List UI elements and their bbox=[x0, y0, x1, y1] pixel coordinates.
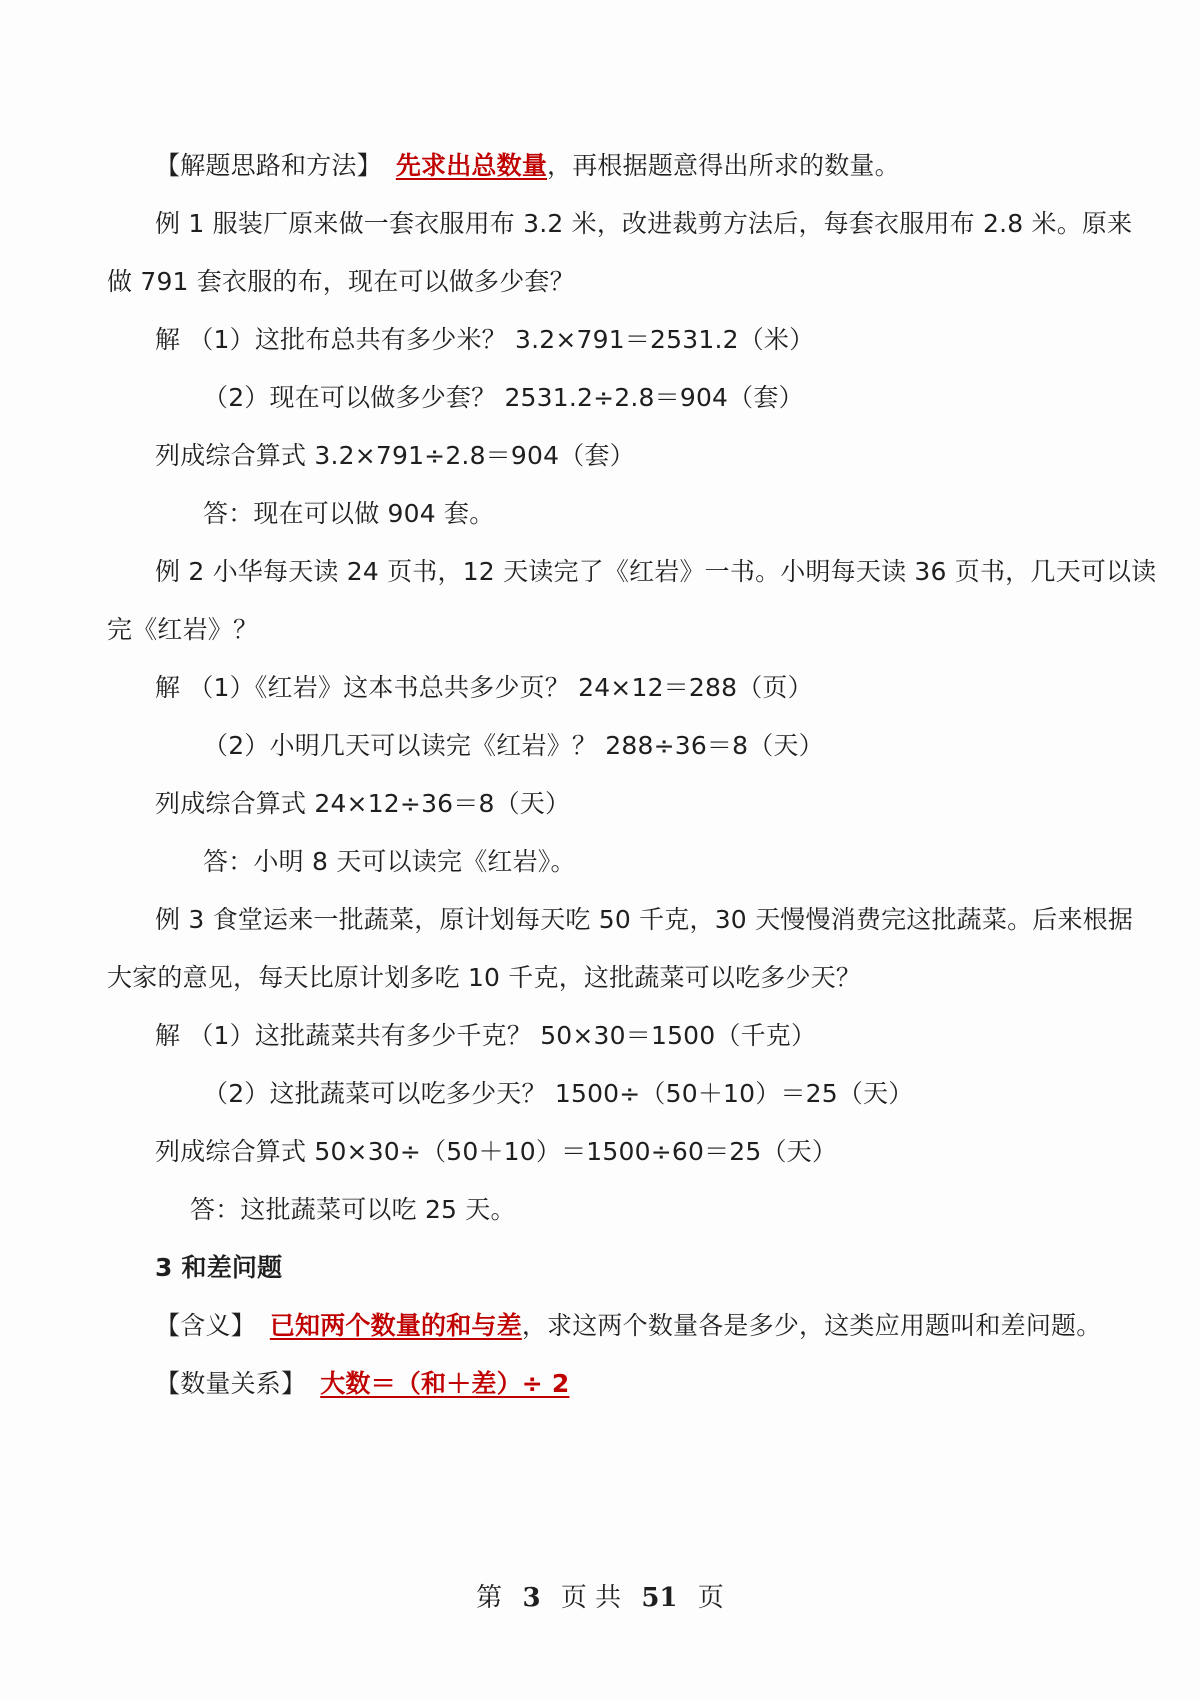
total-pages-number: 51 bbox=[641, 1583, 678, 1613]
example2-question-line2: 完《红岩》？ bbox=[107, 615, 259, 644]
meaning-line bbox=[155, 1308, 1101, 1344]
relation-line bbox=[155, 1366, 569, 1402]
section-heading: 3 和差问题 bbox=[155, 1253, 283, 1282]
example1-answer: 答：现在可以做 904 套。 bbox=[203, 499, 495, 528]
example1-formula: 列成综合算式 3.2×791÷2.8＝904（套） bbox=[155, 441, 635, 470]
example1-step2: （2）现在可以做多少套？ 2531.2÷2.8＝904（套） bbox=[203, 383, 804, 412]
page-footer bbox=[0, 1580, 1200, 1616]
relation-highlight: 大数＝（和＋差）÷ 2 bbox=[320, 1369, 570, 1398]
example1-question-line1: 例 1 服装厂原来做一套衣服用布 3.2 米，改进裁剪方法后，每套衣服用布 2.8 米。原来 bbox=[155, 209, 1133, 238]
example3-formula: 列成综合算式 50×30÷（50＋10）＝1500÷60＝25（天） bbox=[155, 1137, 838, 1166]
method-line bbox=[155, 148, 900, 184]
relation-label: 【数量关系】 bbox=[155, 1369, 307, 1398]
method-highlight: 先求出总数量 bbox=[395, 151, 548, 180]
footer-suffix: 页 bbox=[697, 1583, 724, 1613]
example3-question-line2: 大家的意见，每天比原计划多吃 10 千克，这批蔬菜可以吃多少天？ bbox=[107, 963, 862, 992]
example3-answer: 答：这批蔬菜可以吃 25 天。 bbox=[190, 1195, 516, 1224]
footer-prefix: 第 bbox=[476, 1583, 503, 1613]
meaning-label: 【含义】 bbox=[155, 1311, 256, 1340]
example3-step1: 解 （1）这批蔬菜共有多少千克？ 50×30＝1500（千克） bbox=[155, 1021, 817, 1050]
meaning-rest: ，求这两个数量各是多少，这类应用题叫和差问题。 bbox=[521, 1311, 1102, 1340]
footer-middle: 页 共 bbox=[560, 1583, 622, 1613]
current-page-number: 3 bbox=[522, 1583, 541, 1613]
meaning-highlight: 已知两个数量的和与差 bbox=[269, 1311, 522, 1340]
example1-step1: 解 （1）这批布总共有多少米？ 3.2×791＝2531.2（米） bbox=[155, 325, 815, 354]
example2-step2: （2）小明几天可以读完《红岩》？ 288÷36＝8（天） bbox=[203, 731, 824, 760]
example3-step2: （2）这批蔬菜可以吃多少天？ 1500÷（50＋10）＝25（天） bbox=[203, 1079, 914, 1108]
example2-step1: 解 （1）《红岩》这本书总共多少页？ 24×12＝288（页） bbox=[155, 673, 813, 702]
method-rest: ，再根据题意得出所求的数量。 bbox=[547, 151, 900, 180]
example1-question-line2: 做 791 套衣服的布，现在可以做多少套？ bbox=[107, 267, 575, 296]
example2-answer: 答：小明 8 天可以读完《红岩》。 bbox=[203, 847, 576, 876]
example2-question-line1: 例 2 小华每天读 24 页书，12 天读完了《红岩》一书。小明每天读 36 页书，几天可以读 bbox=[155, 557, 1157, 586]
example2-formula: 列成综合算式 24×12÷36＝8（天） bbox=[155, 789, 571, 818]
example3-question-line1: 例 3 食堂运来一批蔬菜，原计划每天吃 50 千克，30 天慢慢消费完这批蔬菜。后来根据 bbox=[155, 905, 1134, 934]
method-label: 【解题思路和方法】 bbox=[155, 151, 382, 180]
